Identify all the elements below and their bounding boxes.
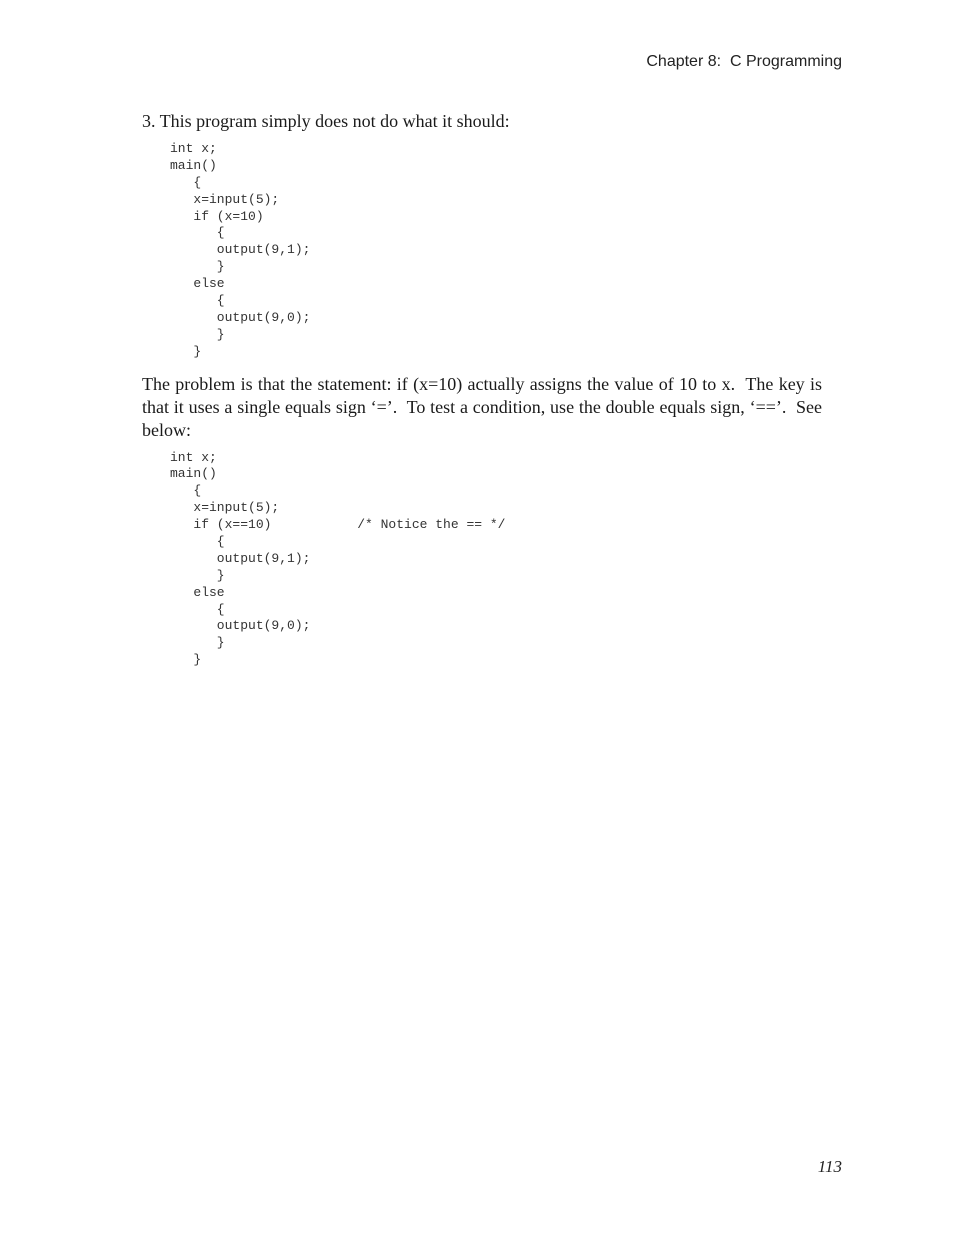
code-line: int x; bbox=[170, 141, 217, 156]
code-line: { bbox=[170, 483, 202, 499]
code-line: int x; bbox=[170, 449, 217, 465]
code-line: main() bbox=[170, 157, 217, 173]
code-line: } bbox=[170, 567, 225, 583]
page-number: 113 bbox=[817, 1157, 842, 1176]
code-line: { bbox=[170, 174, 202, 190]
code-line: { bbox=[170, 225, 225, 241]
code-line: } bbox=[170, 343, 202, 359]
code-line: output(9,0); bbox=[170, 618, 311, 634]
running-head: Chapter 8: C Programming bbox=[646, 53, 842, 70]
code-line: output(9,0); bbox=[170, 309, 311, 325]
code-line: if (x=10) bbox=[170, 208, 264, 224]
code-line: x=input(5); bbox=[170, 191, 280, 207]
code-line: output(9,1); bbox=[170, 550, 311, 566]
code-line: output(9,1); bbox=[170, 242, 311, 258]
code-listing-corrected bbox=[170, 450, 822, 670]
code-line: main() bbox=[170, 466, 217, 482]
code-line: { bbox=[170, 534, 225, 550]
explanation-paragraph: The problem is that the statement: if (x=10) actually assigns the value of 10 to x. The key is that it uses a single equals sign ‘=’. To test a condition, use the double equals sign, ‘==’. See below: bbox=[142, 373, 827, 440]
code-line: else bbox=[170, 584, 225, 600]
code-listing-original bbox=[170, 141, 822, 361]
code-line: else bbox=[170, 276, 225, 292]
code-line: } bbox=[170, 652, 202, 668]
code-line: } bbox=[170, 326, 225, 342]
code-line: { bbox=[170, 601, 225, 617]
code-line: } bbox=[170, 259, 225, 275]
code-line: { bbox=[170, 293, 225, 309]
code-line: x=input(5); bbox=[170, 500, 280, 516]
code-line: } bbox=[170, 635, 225, 651]
question-text: 3. This program simply does not do what it should: bbox=[142, 111, 510, 131]
code-line: if (x==10) /* Notice the == */ bbox=[170, 517, 506, 533]
page-content bbox=[142, 110, 827, 679]
